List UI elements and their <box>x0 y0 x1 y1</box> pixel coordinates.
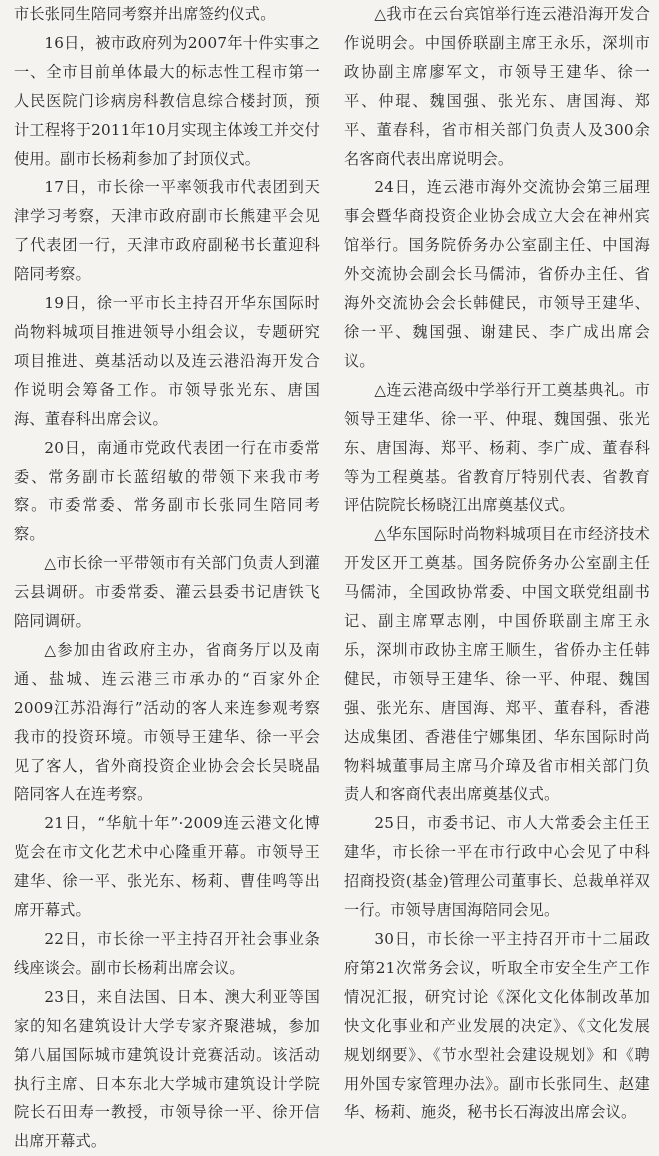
paragraph: △连云港高级中学举行开工奠基典礼。市领导王建华、徐一平、仲琨、魏国强、张光东、唐国海、郑平、杨莉、李广成、董春科等为工程奠基。省教育厅特别代表、省教育评估院院长杨晓江出席奠基仪式。 <box>344 380 650 515</box>
paragraph: △市长徐一平带领市有关部门负责人到灌云县调研。市委常委、灌云县委书记唐铁飞陪同调研。 <box>14 554 320 631</box>
right-column <box>344 0 650 1127</box>
paragraph: △华东国际时尚物料城项目在市经济技术开发区开工奠基。国务院侨务办公室副主任马儒沛，全国政协常委、中国文联党组副书记、副主席覃志刚，中国侨联副主席王永乐，深圳市政协主席王顺生，省侨办主任韩健民，市领导王建华、徐一平、仲琨、魏国强、张光东、唐国海、郑平、董春科，香港达成集团、香港佳宁娜集团、华东国际时尚物料城董事局主席马介璋及省市相关部门负责人和客商代表出席奠基仪式。 <box>344 525 650 804</box>
paragraph: 21日，“华航十年”·2009连云港文化博览会在市文化艺术中心隆重开幕。市领导王建华、徐一平、张光东、杨莉、曹佳鸣等出席开幕式。 <box>14 814 320 920</box>
paragraph: 30日，市长徐一平主持召开市十二届政府第21次常务会议，听取全市安全生产工作情况汇报，研究讨论《深化文化体制改革加快文化事业和产业发展的决定》、《文化发展规划纲要》、《节水型社会建设规划》和《聘用外国专家管理办法》。副市长张同生、赵建华、杨莉、施炎，秘书长石海波出席会议。 <box>344 930 650 1122</box>
left-column <box>14 0 320 1156</box>
paragraph: 17日，市长徐一平率领我市代表团到天津学习考察，天津市政府副市长熊建平会见了代表团一行，天津市政府副秘书长董迎科陪同考察。 <box>14 178 320 284</box>
paragraph: △我市在云台宾馆举行连云港沿海开发合作说明会。中国侨联副主席王永乐，深圳市政协副主席廖军文，市领导王建华、徐一平、仲琨、魏国强、张光东、唐国海、郑平、董春科，省市相关部门负责人及300余名客商代表出席说明会。 <box>344 5 650 168</box>
paragraph: 市长张同生陪同考察并出席签约仪式。 <box>14 5 276 23</box>
paragraph: △参加由省政府主办，省商务厅以及南通、盐城、连云港三市承办的“百家外企2009江苏沿海行”活动的客人来连参观考察我市的投资环境。市领导王建华、徐一平会见了客人，省外商投资企业协会会长吴晓晶陪同客人在连考察。 <box>14 640 320 804</box>
paragraph: 24日，连云港市海外交流协会第三届理事会暨华商投资企业协会成立大会在神州宾馆举行。国务院侨务办公室副主任、中国海外交流协会副会长马儒沛，省侨办主任、省海外交流协会会长韩健民，市领导王建华、徐一平、魏国强、谢建民、李广成出席会议。 <box>344 178 650 370</box>
paragraph: 19日，徐一平市长主持召开华东国际时尚物料城项目推进领导小组会议，专题研究项目推进、奠基活动以及连云港沿海开发合作说明会筹备工作。市领导张光东、唐国海、董春科出席会议。 <box>14 294 320 428</box>
paragraph: 23日，来自法国、日本、澳大利亚等国家的知名建筑设计大学专家齐聚港城，参加第八届国际城市建筑设计竞赛活动。该活动执行主席、日本东北大学城市建筑设计学院院长石田寿一教授，市领导徐一平、徐开信出席开幕式。 <box>14 987 320 1151</box>
paragraph: 22日，市长徐一平主持召开社会事业条线座谈会。副市长杨莉出席会议。 <box>14 930 320 977</box>
paragraph: 16日，被市政府列为2007年十件实事之一、全市目前单体最大的标志性工程市第一人民医院门诊病房科教信息综合楼封顶，预计工程将于2011年10月实现主体竣工并交付使用。副市长杨莉参加了封顶仪式。 <box>14 33 320 168</box>
paragraph: 25日，市委书记、市人大常委会主任王建华，市长徐一平在市行政中心会见了中科招商投资(基金)管理公司董事长、总裁单祥双一行。市领导唐国海陪同会见。 <box>344 814 650 920</box>
paragraph: 20日，南通市党政代表团一行在市委常委、常务副市长蓝绍敏的带领下来我市考察。市委常委、常务副市长张同生陪同考察。 <box>14 438 320 544</box>
